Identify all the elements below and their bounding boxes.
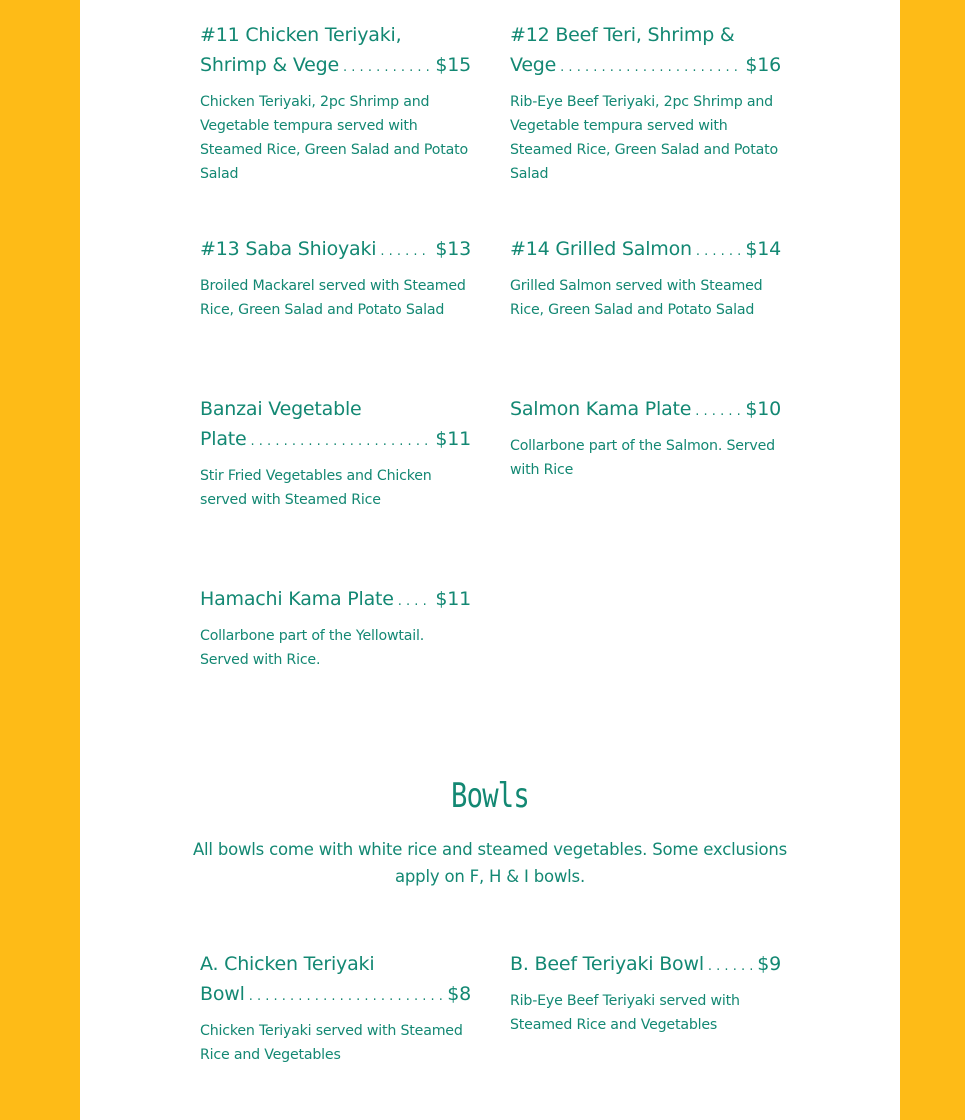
item-name-row xyxy=(200,424,471,457)
menu-item-13 xyxy=(200,234,471,322)
menu-item-hamachi-kama-plate xyxy=(200,584,471,672)
section-description-bowls: All bowls come with white rice and steamed vegetables. Some exclusions apply on F, H & I bowls. xyxy=(192,840,788,886)
item-name-row xyxy=(200,50,471,83)
item-name-line1: A. Chicken Teriyaki xyxy=(200,953,375,975)
item-name-line2: Bowl xyxy=(200,983,245,1005)
item-description: Chicken Teriyaki, 2pc Shrimp and Vegetable tempura served with Steamed Rice, Green Salad and Potato Salad xyxy=(200,94,468,182)
item-description: Rib-Eye Beef Teriyaki, 2pc Shrimp and Vegetable tempura served with Steamed Rice, Green Salad and Potato Salad xyxy=(510,94,778,182)
item-price: $14 xyxy=(745,238,781,260)
bowl-item-a xyxy=(200,949,471,1067)
menu-item-banzai-vegetable-plate xyxy=(200,394,471,512)
item-price: $11 xyxy=(435,588,471,610)
item-name-line1: Banzai Vegetable xyxy=(200,398,362,420)
item-price: $10 xyxy=(745,398,781,420)
dot-leader xyxy=(380,237,431,267)
item-name: B. Beef Teriyaki Bowl xyxy=(510,953,704,975)
item-price: $11 xyxy=(435,428,471,450)
dot-leader xyxy=(695,397,741,427)
item-name-line2: Plate xyxy=(200,428,247,450)
item-name-row xyxy=(510,234,781,267)
item-description: Grilled Salmon served with Steamed Rice, Green Salad and Potato Salad xyxy=(510,278,763,318)
section-title-bowls: Bowls xyxy=(451,776,529,816)
item-name-row xyxy=(510,394,781,427)
item-name-line1: #12 Beef Teri, Shrimp & xyxy=(510,24,735,46)
item-name-row xyxy=(200,234,471,267)
dot-leader xyxy=(343,53,431,83)
item-price: $16 xyxy=(745,54,781,76)
item-name-row xyxy=(510,949,781,982)
item-description: Chicken Teriyaki served with Steamed Rice and Vegetables xyxy=(200,1023,463,1063)
item-price: $8 xyxy=(447,983,471,1005)
dot-leader xyxy=(249,982,444,1012)
item-description: Broiled Mackarel served with Steamed Rice, Green Salad and Potato Salad xyxy=(200,278,466,318)
dot-leader xyxy=(251,427,432,457)
dot-leader xyxy=(560,53,741,83)
item-name: Hamachi Kama Plate xyxy=(200,588,394,610)
item-name: Salmon Kama Plate xyxy=(510,398,692,420)
item-name-row xyxy=(510,50,781,83)
item-price: $9 xyxy=(757,953,781,975)
menu-panel xyxy=(80,0,900,1120)
dot-leader xyxy=(708,952,753,982)
menu-item-salmon-kama-plate xyxy=(510,394,781,482)
menu-item-12 xyxy=(510,20,781,186)
item-description: Stir Fried Vegetables and Chicken served with Steamed Rice xyxy=(200,468,432,508)
menu-item-14 xyxy=(510,234,781,322)
item-description: Collarbone part of the Yellowtail. Served with Rice. xyxy=(200,628,425,668)
menu-item-11 xyxy=(200,20,471,186)
item-name-line2: Vege xyxy=(510,54,557,76)
dot-leader xyxy=(398,587,432,617)
item-price: $13 xyxy=(435,238,471,260)
item-name-row xyxy=(200,979,471,1012)
dot-leader xyxy=(696,237,741,267)
item-name-row xyxy=(200,584,471,617)
bowl-item-b xyxy=(510,949,781,1037)
item-description: Rib-Eye Beef Teriyaki served with Steamed Rice and Vegetables xyxy=(510,993,740,1033)
item-name: #14 Grilled Salmon xyxy=(510,238,692,260)
item-name-line1: #11 Chicken Teriyaki, xyxy=(200,24,402,46)
item-name: #13 Saba Shioyaki xyxy=(200,238,377,260)
item-name-line2: Shrimp & Vege xyxy=(200,54,340,76)
item-description: Collarbone part of the Salmon. Served with Rice xyxy=(510,438,775,478)
item-price: $15 xyxy=(435,54,471,76)
